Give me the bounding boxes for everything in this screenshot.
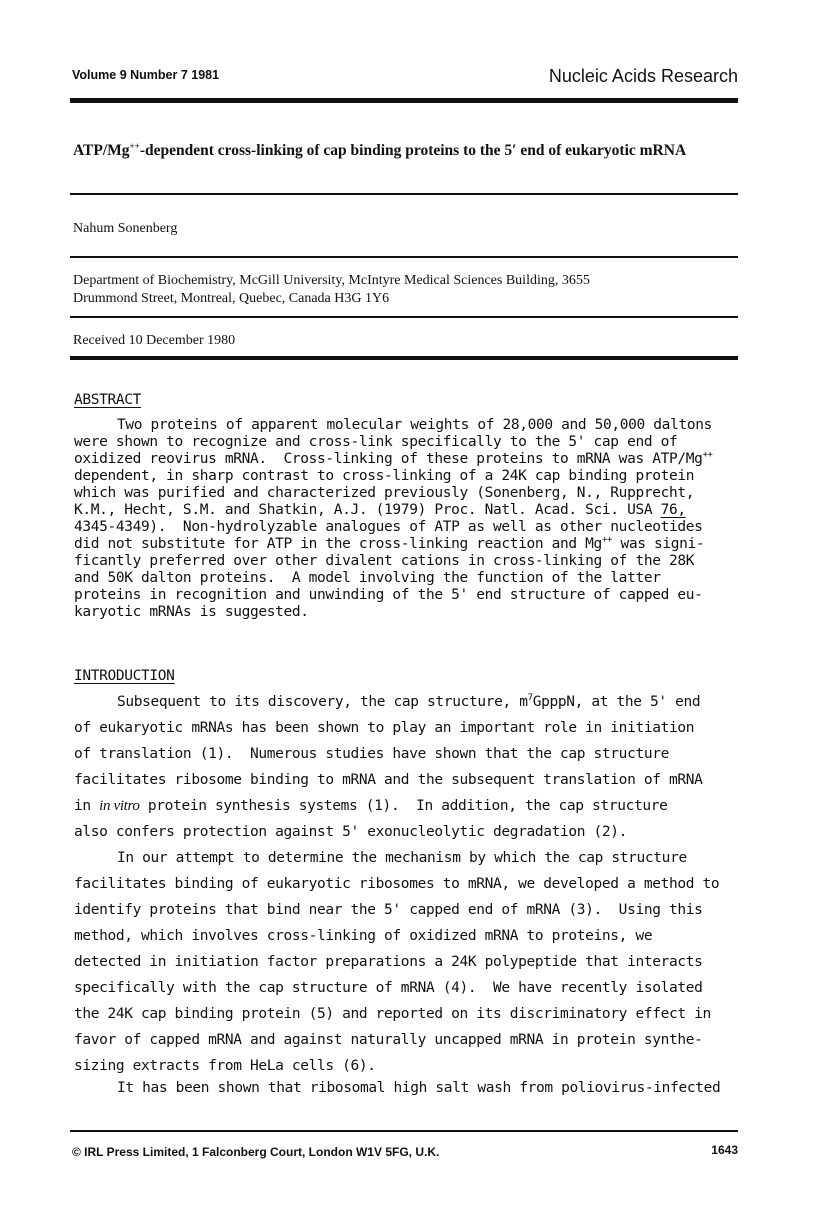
intro-line: also confers protection against 5' exonucleolytic degradation (2).	[74, 824, 628, 840]
intro-line: In our attempt to determine the mechanism by which the cap structure	[117, 850, 687, 866]
intro-line: identify proteins that bind near the 5' capped end of mRNA (3). Using this	[74, 902, 703, 918]
abstract-text: did not substitute for ATP in the cross-linking reaction and Mg	[74, 536, 602, 552]
abstract-line	[74, 536, 704, 552]
abstract-line: Two proteins of apparent molecular weights of 28,000 and 50,000 daltons	[117, 417, 712, 433]
intro-line: sizing extracts from HeLa cells (6).	[74, 1058, 376, 1074]
footer-rule	[70, 1130, 738, 1132]
title-pre: ATP/Mg	[73, 142, 130, 159]
author-rule	[70, 256, 738, 258]
abstract-line: 4345-4349). Non-hydrolyzable analogues of ATP as well as other nucleotides	[74, 519, 703, 535]
author-name: Nahum Sonenberg	[73, 221, 178, 236]
intro-superscript: 7	[527, 693, 533, 704]
affiliation-rule	[70, 316, 738, 318]
affiliation-line-1: Department of Biochemistry, McGill University, McIntyre Medical Sciences Building, 3655	[73, 273, 590, 288]
abstract-text: was signi-	[612, 536, 705, 552]
abstract-line: and 50K dalton proteins. A model involving the function of the latter	[74, 570, 661, 586]
copyright-notice: © IRL Press Limited, 1 Falconberg Court, London W1V 5FG, U.K.	[72, 1145, 440, 1159]
abstract-line: ficantly preferred over other divalent cations in cross-linking of the 28K	[74, 553, 695, 569]
abstract-line	[74, 502, 686, 518]
abstract-line: dependent, in sharp contrast to cross-linking of a 24K cap binding protein	[74, 468, 695, 484]
intro-italic: in vitro	[99, 798, 140, 814]
title-rule	[70, 193, 738, 195]
page-number: 1643	[711, 1143, 738, 1157]
abstract-heading: ABSTRACT	[74, 392, 142, 408]
intro-line: detected in initiation factor preparations a 24K polypeptide that interacts	[74, 954, 703, 970]
abstract-line: proteins in recognition and unwinding of the 5' end structure of capped eu-	[74, 587, 703, 603]
abstract-superscript: ++	[702, 450, 713, 461]
intro-line: favor of capped mRNA and against naturally uncapped mRNA in protein synthe-	[74, 1032, 703, 1048]
intro-line: the 24K cap binding protein (5) and reported on its discriminatory effect in	[74, 1006, 711, 1022]
intro-line: method, which involves cross-linking of oxidized mRNA to proteins, we	[74, 928, 653, 944]
abstract-line: karyotic mRNAs is suggested.	[74, 604, 309, 620]
received-date: Received 10 December 1980	[73, 333, 236, 348]
intro-text: Subsequent to its discovery, the cap structure, m	[117, 694, 528, 710]
intro-text: GpppN, at the 5' end	[532, 694, 701, 710]
volume-info: Volume 9 Number 7 1981	[72, 68, 220, 82]
received-rule	[70, 356, 738, 360]
abstract-text: K.M., Hecht, S.M. and Shatkin, A.J. (1979) Proc. Natl. Acad. Sci. USA	[74, 502, 661, 518]
abstract-text: oxidized reovirus mRNA. Cross-linking of these proteins to mRNA was ATP/Mg	[74, 451, 703, 467]
journal-volume: 76,	[660, 502, 686, 518]
title-post: -dependent cross-linking of cap binding proteins to the 5′ end of eukaryotic mRNA	[139, 142, 687, 159]
intro-text: in	[74, 798, 100, 814]
intro-line: facilitates binding of eukaryotic ribosomes to mRNA, we developed a method to	[74, 876, 720, 892]
header-rule	[70, 98, 738, 103]
intro-line: specifically with the cap structure of mRNA (4). We have recently isolated	[74, 980, 703, 996]
intro-line: facilitates ribosome binding to mRNA and the subsequent translation of mRNA	[74, 772, 703, 788]
abstract-line: which was purified and characterized previously (Sonenberg, N., Rupprecht,	[74, 485, 695, 501]
intro-line: It has been shown that ribosomal high salt wash from poliovirus-infected	[117, 1080, 721, 1096]
journal-name: Nucleic Acids Research	[548, 66, 738, 86]
intro-line	[74, 798, 667, 815]
introduction-heading: INTRODUCTION	[74, 668, 175, 684]
abstract-line: were shown to recognize and cross-link specifically to the 5' cap end of	[74, 434, 678, 450]
abstract-superscript: ++	[601, 535, 613, 546]
paper-title	[73, 142, 686, 160]
intro-line: of translation (1). Numerous studies have shown that the cap structure	[74, 746, 669, 762]
abstract-line	[74, 451, 713, 467]
intro-line: of eukaryotic mRNAs has been shown to play an important role in initiation	[74, 720, 695, 736]
affiliation-line-2: Drummond Street, Montreal, Quebec, Canada H3G 1Y6	[73, 291, 390, 306]
title-superscript: ++	[129, 140, 140, 151]
intro-line	[117, 694, 700, 710]
intro-text: protein synthesis systems (1). In addition, the cap structure	[139, 798, 668, 814]
